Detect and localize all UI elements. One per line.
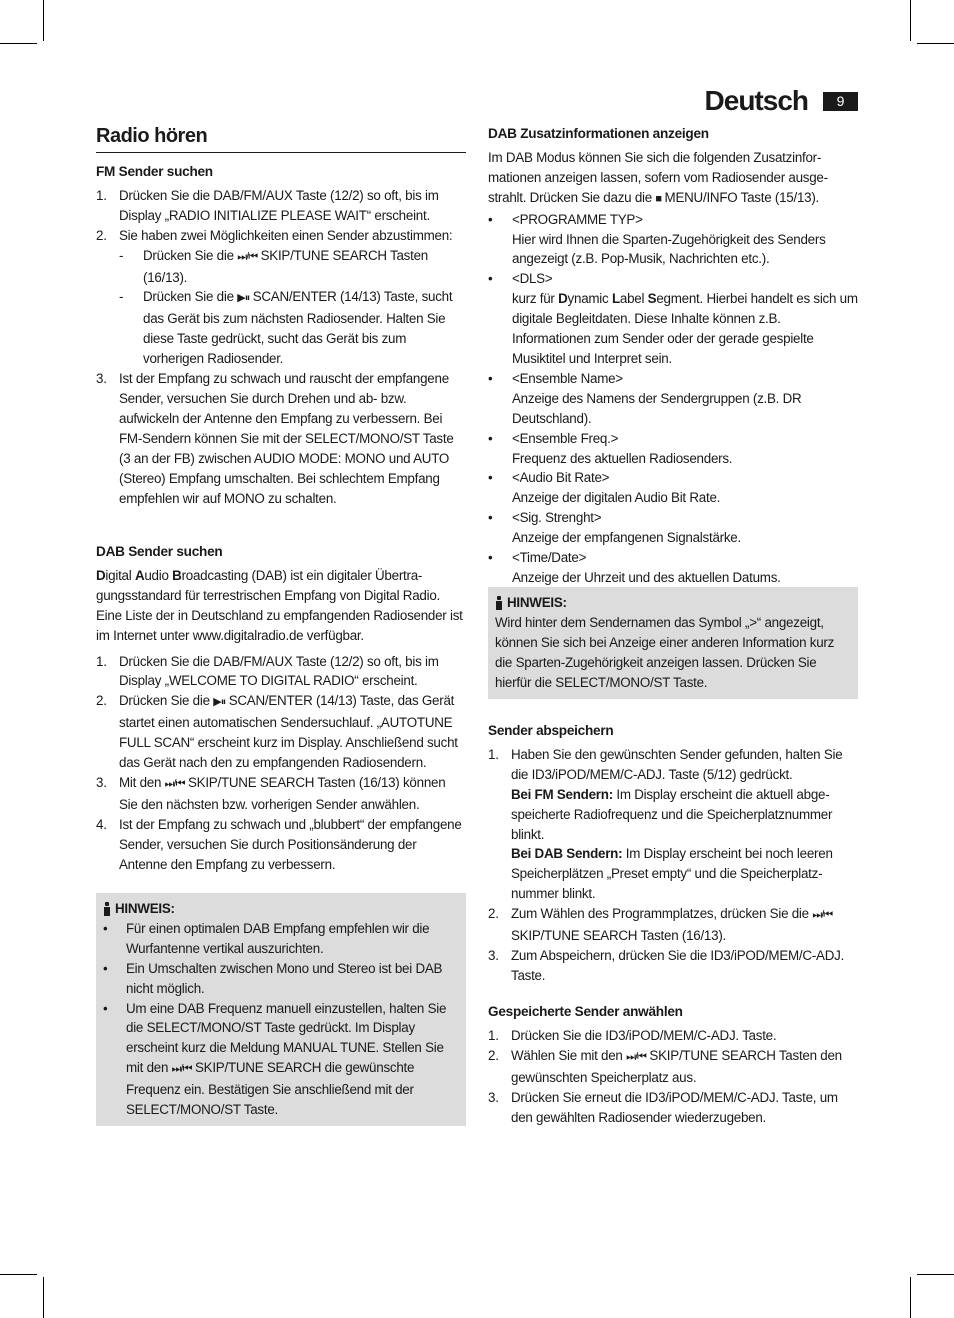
list-item [488, 468, 858, 508]
bullet: • [103, 960, 108, 976]
item-text: Anzeige der digitalen Audio Bit Rate. [512, 490, 721, 506]
info-icon [103, 902, 111, 916]
fm-heading: FM Sender suchen [96, 164, 213, 179]
crop-mark [43, 1277, 44, 1318]
item-text: kurz für [512, 291, 559, 307]
item-text: Um eine DAB Frequenz manuell einzustellen, halten Sie die SELECT/MONO/ST Taste gedrückt. Im Display erscheint kurz die Meldung MANUAL TUNE. Stellen Sie mit den [126, 1000, 447, 1076]
list-item [488, 429, 858, 469]
item-number: 2. [96, 227, 107, 243]
item-text: Im Display erscheint bei noch leeren Speicherplätzen „Preset empty“ und die Speicherplatznummer blinkt. [511, 846, 833, 902]
bullet: • [488, 271, 493, 287]
dab-steps [96, 652, 466, 875]
list-item [96, 226, 466, 369]
item-text: SKIP/TUNE SEARCH die gewünschte Frequenz ein. Bestätigen Sie anschließend mit der SELECT/MONO/ST Taste. [126, 1060, 415, 1118]
skip-icon: ⏭/⏮ [626, 1050, 646, 1063]
note-text: Wird hinter dem Sendernamen das Symbol „>“ angezeigt, können Sie sich bei Anzeige einer anderen Information kurz die Sparten-Zugehörigkeit anzeigen lassen. Drücken Sie hierfür die SELECT/MONO/ST Taste. [495, 614, 835, 690]
item-text: Ist der Empfang zu schwach und rauscht der empfangene Sender, versuchen Sie durch Drehen und ab- bzw. aufwickeln der Antenne den Empfang zu verbessern. Bei FM-Sendern können Sie mit der SELECT/MONO/ST Taste (3 an der FB) zwischen AUDIO MODE: MONO und AUTO (Stereo) Empfang umschalten. Bei schlechtem Empfang empfehlen wir auf MONO zu schalten. [119, 371, 454, 506]
item-label: <PROGRAMME TYP> [512, 211, 643, 227]
item-text: Drücken Sie die [119, 693, 214, 709]
acronym-letter: S [647, 291, 657, 307]
item-text: Ein Umschalten zwischen Mono und Stereo ist bei DAB nicht möglich. [126, 960, 443, 996]
bullet: • [488, 370, 493, 386]
crop-mark [917, 43, 954, 44]
item-text: Anzeige der Uhrzeit und des aktuellen Datums. [512, 569, 781, 585]
item-text: Sie haben zwei Möglichkeiten einen Sender abzustimmen: [119, 227, 453, 243]
dab-info-section [488, 124, 858, 588]
crop-mark [0, 43, 37, 44]
item-text: Drücken Sie die ID3/iPOD/MEM/C-ADJ. Taste. [511, 1027, 777, 1043]
list-item [96, 815, 466, 875]
item-label: <Sig. Strenght> [512, 510, 602, 526]
item-label: <Ensemble Freq.> [512, 430, 619, 446]
item-text: Mit den [119, 774, 165, 790]
item-number: 1. [488, 746, 499, 762]
item-label: <Audio Bit Rate> [512, 470, 610, 486]
acronym-letter: L [611, 291, 620, 307]
list-item [119, 287, 466, 369]
item-number: 3. [488, 947, 499, 963]
list-item [96, 652, 466, 692]
list-item [488, 369, 858, 429]
crop-mark [910, 1277, 911, 1318]
note-heading-text: HINWEIS: [507, 595, 567, 610]
dab-info-intro [488, 148, 858, 210]
list-item [488, 210, 858, 270]
skip-icon: ⏭/⏮ [171, 1063, 192, 1076]
item-text: egment. Hierbei handelt es sich um digitale Begleitdaten. Diese Inhalte können z.B. Informationen zum Sender oder der gerade gespielte Musiktitel und Interpret sein. [512, 291, 858, 366]
list-item [488, 269, 858, 369]
item-text: Drücken Sie erneut die ID3/iPOD/MEM/C-ADJ. Taste, um den gewählten Radiosender wiederzugeben. [511, 1089, 838, 1125]
item-text: Drücken Sie die DAB/FM/AUX Taste (12/2) so oft, bis im Display „WELCOME TO DIGITAL RADIO“ erscheint. [119, 653, 439, 689]
info-icon [495, 596, 503, 610]
acronym-letter: A [134, 567, 145, 583]
fm-tune-options [119, 246, 466, 369]
item-text: SKIP/TUNE SEARCH Tasten (16/13) können Sie den nächsten bzw. vorherigen Sender anwählen. [119, 774, 446, 812]
list-item [119, 246, 466, 288]
item-text: Anzeige des Namens der Sendergruppen (z.B. DR Deutschland). [512, 390, 802, 426]
skip-icon: ⏭/⏮ [237, 250, 258, 263]
item-label: Bei FM Sendern: [511, 786, 613, 802]
list-item [96, 369, 466, 508]
item-text: SKIP/TUNE SEARCH Tasten den gewünschten Speicherplatz aus. [511, 1047, 842, 1085]
list-item [488, 508, 858, 548]
save-heading: Sender abspeichern [488, 723, 614, 738]
list-item [488, 1026, 858, 1046]
item-text: Zum Wählen des Programmplatzes, drücken Sie die [511, 906, 813, 922]
item-text: Zum Abspeichern, drücken Sie die ID3/iPOD/MEM/C-ADJ. Taste. [511, 947, 845, 983]
list-item [96, 773, 466, 815]
recall-steps [488, 1026, 858, 1128]
bullet: • [103, 920, 108, 936]
item-number: 2. [488, 906, 499, 922]
note-box [488, 587, 858, 699]
bullet: • [488, 211, 493, 227]
item-number: 1. [96, 653, 107, 669]
bullet: • [488, 470, 493, 486]
item-text: Frequenz des aktuellen Radiosenders. [512, 450, 733, 466]
section-title: Radio hören [96, 122, 466, 153]
note-heading [495, 593, 851, 613]
fm-steps [96, 186, 466, 509]
play-pause-icon: ▶⏸ [213, 696, 226, 709]
play-pause-icon: ▶⏸ [237, 292, 250, 305]
list-item [103, 919, 459, 959]
bullet: • [103, 1000, 108, 1016]
item-text: Wählen Sie mit den [511, 1047, 627, 1063]
item-text: Im Display erscheint die aktuell abgespeicherte Radiofrequenz und die Speicherplatznummer blinkt. [511, 786, 833, 842]
dash-marker: - [119, 289, 124, 305]
list-item [96, 186, 466, 226]
note-box [96, 893, 466, 1126]
item-number: 2. [96, 693, 107, 709]
item-text: Anzeige der empfangenen Signalstärke. [512, 530, 741, 546]
intro-text: Im DAB Modus können Sie sich die folgenden Zusatzinformationen anzeigen lassen, sofern vom Radiosender ausgestrahlt. Drücken Sie dazu die [488, 149, 829, 205]
crop-mark [910, 0, 911, 41]
item-label: <Time/Date> [512, 550, 587, 566]
save-section [488, 721, 858, 986]
acronym-letter: B [172, 567, 182, 583]
item-text: Hier wird Ihnen die Sparten-Zugehörigkeit des Senders angezeigt (z.B. Pop-Musik, Nachrichten etc.). [512, 231, 826, 267]
acronym-letter: D [96, 567, 106, 583]
list-item [488, 1088, 858, 1128]
dab-intro [96, 566, 466, 646]
list-item [488, 904, 858, 946]
skip-icon: ⏭/⏮ [812, 909, 833, 922]
item-text: Drücken Sie die DAB/FM/AUX Taste (12/2) so oft, bis im Display „RADIO INITIALIZE PLEASE WAIT“ erscheint. [119, 187, 439, 223]
dab-section [96, 542, 466, 875]
dab-heading: DAB Sender suchen [96, 544, 223, 559]
crop-mark [43, 0, 44, 41]
item-text: Für einen optimalen DAB Empfang empfehlen wir die Wurfantenne vertikal auszurichten. [126, 920, 430, 956]
item-text: Haben Sie den gewünschten Sender gefunden, halten Sie die ID3/iPOD/MEM/C-ADJ. Taste (5/12) gedrückt. [511, 746, 843, 782]
item-number: 3. [488, 1089, 499, 1105]
crop-mark [917, 1274, 954, 1275]
crop-mark [0, 1274, 37, 1275]
intro-text: MENU/INFO Taste (15/13). [661, 189, 820, 205]
dab-info-heading: DAB Zusatzinformationen anzeigen [488, 126, 709, 141]
item-number: 2. [488, 1047, 499, 1063]
item-text: SCAN/ENTER (14/13) Taste, das Gerät startet einen automatischen Sendersuchlauf. „AUTOTUNE FULL SCAN“ erscheint kurz im Display. Anschließend sucht das Gerät nach den zu empfangenden Radiosendern. [119, 693, 458, 771]
item-text: Ist der Empfang zu schwach und „blubbert“ der empfangene Sender, versuchen Sie durch Positionsänderung der Antenne den Empfang zu verbessern. [119, 816, 462, 872]
recall-section [488, 1002, 858, 1127]
intro-text: roadcasting (DAB) ist ein digitaler Übertragungsstandard für terrestrischen Empfang von Digital Radio. Eine Liste der in Deutschland zu empfangenden Radiosender ist im Internet unter www.digitalradio.de verfügbar. [96, 567, 463, 643]
list-item [488, 745, 858, 904]
item-number: 3. [96, 774, 107, 790]
intro-text: udio [144, 567, 173, 583]
dab-info-list [488, 210, 858, 588]
recall-heading: Gespeicherte Sender anwählen [488, 1004, 683, 1019]
item-text: Drücken Sie die [143, 289, 238, 305]
bullet: • [488, 430, 493, 446]
item-label: <DLS> [512, 271, 553, 287]
note-heading-text: HINWEIS: [115, 901, 175, 916]
save-steps [488, 745, 858, 986]
bullet: • [488, 510, 493, 526]
intro-text: igital [105, 567, 135, 583]
item-label: Bei DAB Sendern: [511, 846, 623, 862]
item-text: SKIP/TUNE SEARCH Tasten (16/13). [143, 247, 428, 285]
note-heading [103, 899, 459, 919]
list-item [488, 1046, 858, 1088]
page-language-title: Deutsch [704, 85, 808, 116]
note-bullets [103, 919, 459, 1120]
item-number: 1. [96, 187, 107, 203]
list-item [488, 548, 858, 588]
list-item [488, 946, 858, 986]
acronym-letter: D [558, 291, 568, 307]
skip-icon: ⏭/⏮ [164, 777, 185, 790]
item-text: SKIP/TUNE SEARCH Tasten (16/13). [511, 928, 727, 944]
item-text: ynamic [567, 291, 612, 307]
list-item [103, 959, 459, 999]
item-number: 3. [96, 371, 107, 387]
dash-marker: - [119, 247, 124, 263]
item-number: 1. [488, 1027, 499, 1043]
item-text: Drücken Sie die [143, 247, 238, 263]
list-item [96, 691, 466, 773]
item-text: SCAN/ENTER (14/13) Taste, sucht das Gerät bis zum nächsten Radiosender. Halten Sie diese Taste gedrückt, sucht das Gerät bis zum vorherigen Radiosender. [143, 289, 453, 367]
item-label: <Ensemble Name> [512, 370, 623, 386]
bullet: • [488, 550, 493, 566]
list-item [103, 999, 459, 1120]
item-text: abel [619, 291, 648, 307]
item-number: 4. [96, 816, 107, 832]
fm-section [96, 162, 466, 508]
stop-icon: ■ [655, 192, 662, 205]
page-number: 9 [823, 92, 858, 111]
